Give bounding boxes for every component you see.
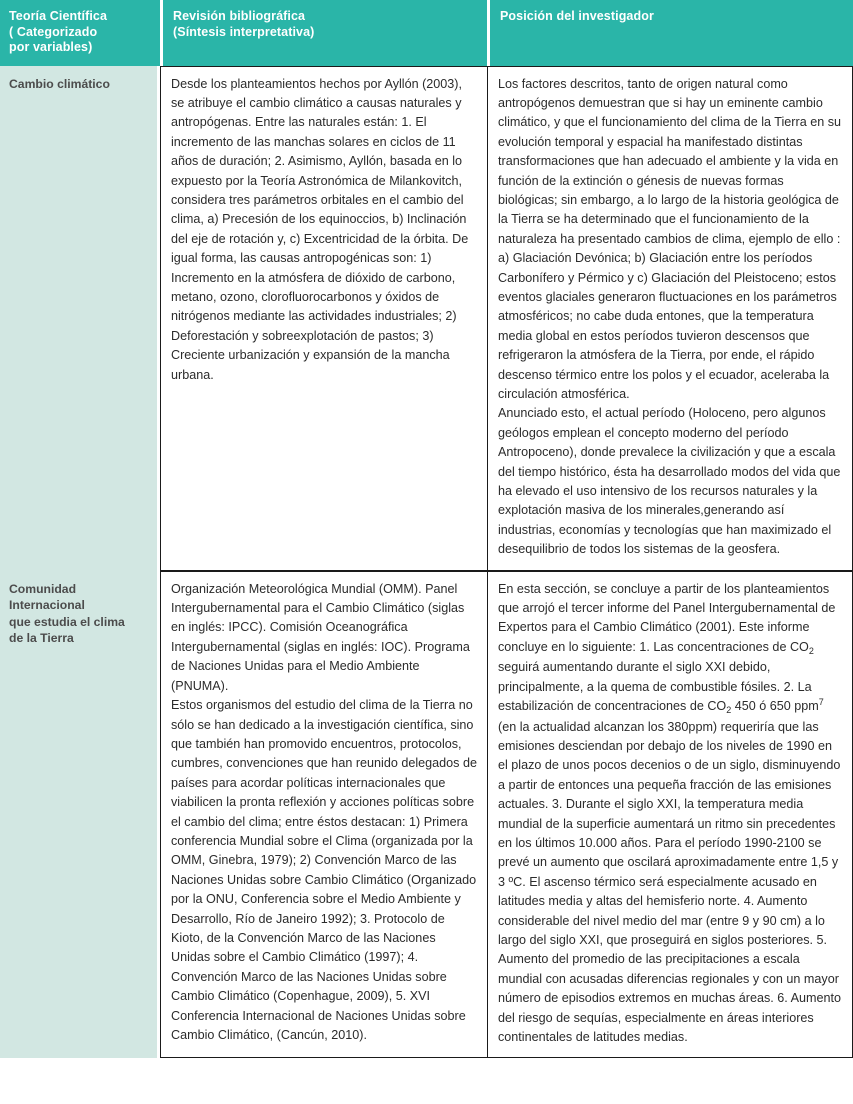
column-header-revision-bibliografica	[160, 0, 487, 66]
column-header-posicion-del-investigador	[487, 0, 853, 66]
table-row-comunidad-internacional	[0, 571, 853, 1059]
category-label-line-3: que estudia el clima	[9, 614, 125, 629]
header-row	[0, 0, 853, 66]
header-line-1: Teoría Científica	[9, 9, 108, 23]
category-label-line-1: Cambio climático	[9, 76, 110, 91]
category-label-line-1: Comunidad	[9, 581, 77, 596]
column-header-teoria-cientifica	[0, 0, 160, 66]
position-segment-1: En esta sección, se concluye a partir de los planteamientos que arrojó el tercer informe del Panel Intergubernamental de Expertos para el Cambio Climático (2001). Este informe concluye en lo siguiente: 1. Las concentraciones de CO	[498, 581, 836, 654]
review-cell-comunidad-internacional	[160, 571, 487, 1059]
table-header	[0, 0, 853, 66]
position-paragraph-2: Anunciado esto, el actual período (Holoceno, pero algunos geólogos emplean el concepto moderno del período Antropoceno), donde prevalece la civilización y que a escala del tiempo histórico, ésta ha desarrollado modos del vida que ha elevado el uso intensivo de los recursos naturales y la explotación masiva de los minerales,generando así industrias, economías y tecnologías que han maximizado el desequilibrio de todos los sistemas de la geosfera.	[498, 406, 841, 557]
position-cell-cambio-climatico	[487, 66, 853, 571]
co2-subscript-2: 2	[726, 705, 732, 716]
position-segment-4: (en la actualidad alcanzan los 380ppm) requeriría que las emisiones desciendan por debajo de los niveles de 1990 en el plazo de unos pocos decenios o de un siglo, disminuyendo a partir de entonces una pequeña fracción de las emisiones actuales. 3. Durante el siglo XXI, la temperatura media mundial de la superficie aumentará un ritmo sin precedentes en los últimos 10.000 años. Para el período 1990-2100 se prevé un aumento que oscilará aproximadamente entre 1,5 y 3 ºC. El ascenso térmico será especialmente acusado en latitudes media y altas del hemisferio norte. 4. Aumento considerable del nivel medio del mar (entre 9 y 90 cm) a lo largo del siglo XXI, que proseguirá en siglos posteriores. 5. Aumento del promedio de las precipitaciones a escala mundial con acusadas diferencias regionales y con un mayor número de episodios extremos en muchas áreas. 6. Aumento del riesgo de sequías, especialmente en áreas interiores continentales de latitudes medias.	[498, 719, 842, 1044]
table-body	[0, 66, 853, 1059]
header-line-3: por variables)	[9, 40, 93, 54]
category-cell-comunidad-internacional	[0, 571, 160, 1059]
header-line-1: Posición del investigador	[500, 9, 654, 23]
position-paragraph-1: Los factores descritos, tanto de origen natural como antropógenos demuestran que si hay un eminente cambio climático, y que el funcionamiento del clima de la Tierra en su evolución temporal y espacial ha manifestado distintas transformaciones que han adecuado el ambiente y la vida en función de la extinción o génesis de nuevas formas biológicas; sin embargo, a lo largo de la historia geológica de la Tierra se ha determinado que el funcionamiento de la naturaleza ha presentado cambios de clima, ejemplo de ello : a) Glaciación Devónica; b) Glaciación entre los períodos Carbonífero y Pérmico y c) Glaciación del Pleistoceno; estos eventos glaciales generaron fluctuaciones en los parámetros atmosféricos; no cabe duda entones, que la temperatura media global en estos períodos tuvieron descensos que refrigeraron la atmósfera de la Tierra, por ende, el rápido descenso térmico entre los polos y el ecuador, aceleraba la circulación atmosférica.	[498, 76, 842, 401]
header-line-1: Revisión bibliográfica	[173, 9, 306, 23]
footnote-superscript-7: 7	[818, 697, 824, 708]
header-line-2: (Síntesis interpretativa)	[173, 24, 315, 39]
position-paragraph	[498, 580, 843, 1048]
position-segment-3: 450 ó 650 ppm	[731, 699, 819, 714]
position-cell-comunidad-internacional	[487, 571, 853, 1059]
category-label-line-4: de la Tierra	[9, 631, 74, 646]
review-paragraph-2: Estos organismos del estudio del clima de la Tierra no sólo se han dedicado a la investigación científica, sino que también han promovido encuentros, protocolos, cumbres, convenciones que han reunido delegados de países para acordar políticas internacionales que viabilicen la pronta reflexión y acciones políticas sobre el cambio del clima; entre éstos destacan: 1) Primera conferencia Mundial sobre el Clima (organizada por la OMM, Ginebra, 1979); 2) Convención Marco de las Naciones Unidas sobre Cambio Climático (Organizado por la ONU, Conferencia sobre el Medio Ambiente y Desarrollo, Río de Janeiro 1992); 3. Protocolo de Kioto, de la Convención Marco de las Naciones Unidas sobre el Cambio Climático (1997); 4. Convención Marco de las Naciones Unidas sobre Cambio Climático (Copenhague, 2009), 5. XVI Conferencia Internacional de Naciones Unidas sobre Cambio Climático, (Cancún, 2010).	[171, 698, 477, 1042]
category-label-line-2: Internacional	[9, 598, 85, 613]
review-paragraph: Desde los planteamientos hechos por Ayllón (2003), se atribuye el cambio climático a causas naturales y antropógenas. Entre las naturales están: 1. El incremento de las manchas solares en ciclos de 11 años de duración; 2. Asimismo, Ayllón, basada en lo expuesto por la Teoría Astronómica de Milankovitch, considera tres parámetros orbitales en el cambio del clima, a) Precesión de los equinoccios, b) Inclinación del eje de rotación y, c) Excentricidad de la órbita. De igual forma, las causas antropogénicas son: 1) Incremento en la atmósfera de dióxido de carbono, metano, ozono, clorofluorocarbonos y óxidos de nitrógenos mediante las actividades industriales; 2) Deforestación y sobreexplotación de pastos; 3) Creciente urbanización y expansión de la mancha urbana.	[171, 76, 469, 382]
review-paragraph-1: Organización Meteorológica Mundial (OMM). Panel Intergubernamental para el Cambio Climático (siglas en inglés: IPCC). Comisión Oceanográfica Intergubernamental (siglas en inglés: IOC). Programa de Naciones Unidas para el Medio Ambiente (PNUMA).	[171, 581, 470, 693]
table-row-cambio-climatico	[0, 66, 853, 571]
header-line-2: ( Categorizado	[9, 24, 98, 39]
category-cell-cambio-climatico	[0, 66, 160, 571]
review-cell-cambio-climatico	[160, 66, 487, 571]
position-segment-2: seguirá aumentando durante el siglo XXI debido, principalmente, a la quema de combustible fósiles. 2. La estabilización de concentraciones de CO	[498, 660, 812, 714]
co2-subscript-1: 2	[808, 645, 814, 656]
